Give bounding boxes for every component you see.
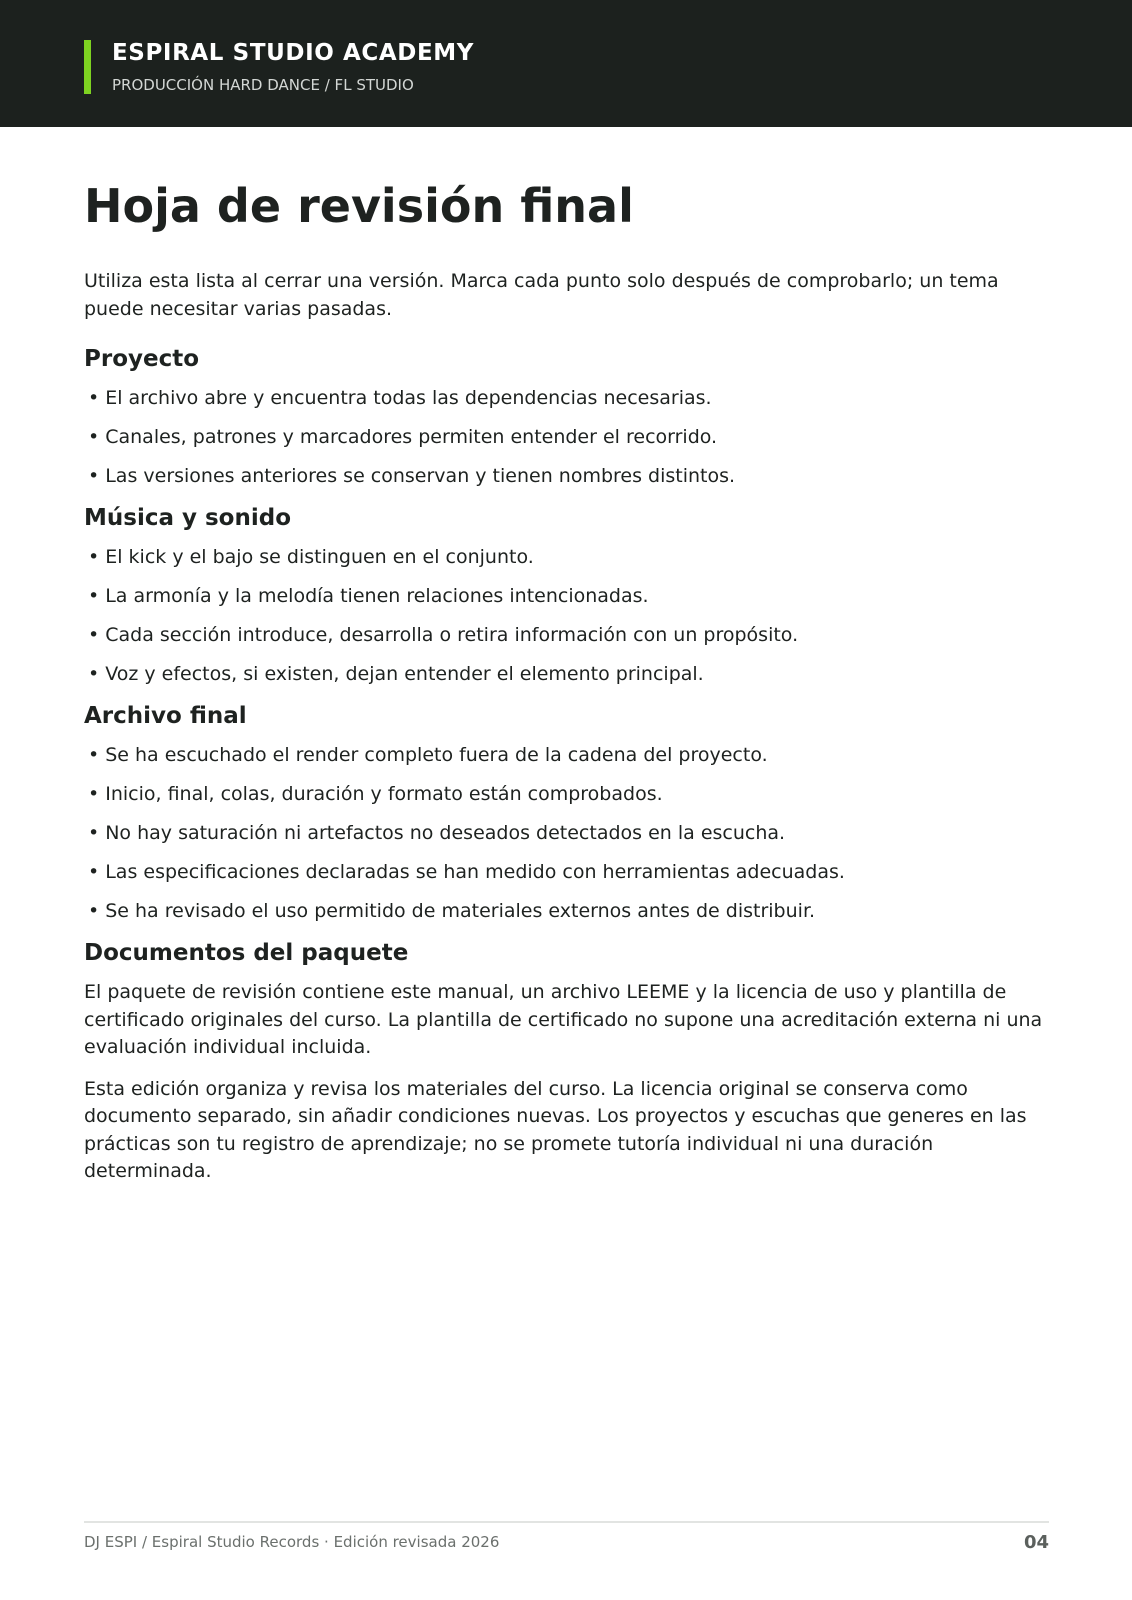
checklist-item: • Cada sección introduce, desarrolla o retira información con un propósito. — [88, 624, 799, 646]
footer-credits: DJ ESPI / Espiral Studio Records · Edición revisada 2026 — [84, 1533, 500, 1551]
header-accent-bar — [84, 40, 91, 94]
bullet-icon: • — [88, 900, 100, 922]
main-content — [84, 178, 1059, 1200]
brand-subtitle: PRODUCCIÓN HARD DANCE / FL STUDIO — [112, 76, 414, 94]
bullet-icon: • — [88, 387, 100, 409]
checklist-item: • Se ha escuchado el render completo fuera de la cadena del proyecto. — [88, 744, 768, 766]
section-heading-documentos: Documentos del paquete — [84, 940, 409, 966]
brand-title: ESPIRAL STUDIO ACADEMY — [112, 40, 475, 66]
checklist-musica — [84, 544, 1059, 688]
page-title: Hoja de revisión final — [84, 179, 634, 233]
checklist-item: • Inicio, final, colas, duración y formato están comprobados. — [88, 783, 663, 805]
checklist-proyecto — [84, 385, 1059, 490]
bullet-icon: • — [88, 585, 100, 607]
checklist-item: • Las especificaciones declaradas se han medido con herramientas adecuadas. — [88, 861, 845, 883]
section-heading-archivo-final: Archivo final — [84, 703, 247, 729]
page-number: 04 — [1023, 1532, 1049, 1553]
page-header — [0, 0, 1132, 127]
section-heading-musica: Música y sonido — [84, 505, 292, 531]
bullet-icon: • — [88, 822, 100, 844]
bullet-icon: • — [88, 546, 100, 568]
bullet-icon: • — [88, 426, 100, 448]
intro-paragraph: Utiliza esta lista al cerrar una versión. Marca cada punto solo después de comprobarlo; un tema puede necesitar varias pasadas. — [84, 270, 999, 320]
checklist-item: • Las versiones anteriores se conservan y tienen nombres distintos. — [88, 465, 736, 487]
bullet-icon: • — [88, 663, 100, 685]
package-paragraph: El paquete de revisión contiene este manual, un archivo LEEME y la licencia de uso y plantilla de certificado originales del curso. La plantilla de certificado no supone una acreditación externa ni una evaluación individual incluida. — [84, 981, 1043, 1058]
checklist-archivo-final — [84, 742, 1059, 925]
bullet-icon: • — [88, 744, 100, 766]
checklist-item: • El archivo abre y encuentra todas las dependencias necesarias. — [88, 387, 712, 409]
checklist-item: • La armonía y la melodía tienen relaciones intencionadas. — [88, 585, 649, 607]
checklist-item: • El kick y el bajo se distinguen en el conjunto. — [88, 546, 534, 568]
checklist-item: • Canales, patrones y marcadores permiten entender el recorrido. — [88, 426, 718, 448]
footer-divider — [84, 1521, 1049, 1523]
checklist-item: • Se ha revisado el uso permitido de materiales externos antes de distribuir. — [88, 900, 816, 922]
bullet-icon: • — [88, 465, 100, 487]
package-paragraph: Esta edición organiza y revisa los materiales del curso. La licencia original se conserva como documento separado, sin añadir condiciones nuevas. Los proyectos y escuchas que generes en las prácticas son tu registro de aprendizaje; no se promete tutoría individual ni una duración determinada. — [84, 1077, 1027, 1182]
section-heading-proyecto: Proyecto — [84, 346, 200, 372]
bullet-icon: • — [88, 624, 100, 646]
bullet-icon: • — [88, 861, 100, 883]
checklist-item: • No hay saturación ni artefactos no deseados detectados en la escucha. — [88, 822, 786, 844]
bullet-icon: • — [88, 783, 100, 805]
checklist-item: • Voz y efectos, si existen, dejan entender el elemento principal. — [88, 663, 704, 685]
